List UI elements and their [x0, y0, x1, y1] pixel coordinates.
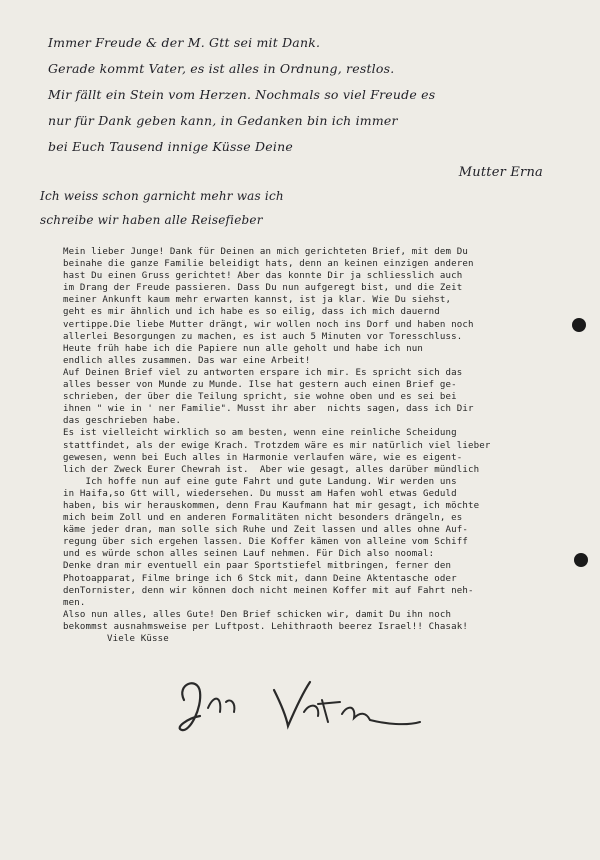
typed-line: schrieben, der über die Teilung spricht, sie wohne oben und es sei bei: [63, 392, 457, 403]
typed-line: das geschrieben habe.: [63, 416, 182, 427]
handwritten-line: Immer Freude & der M. Gtt sei mit Dank.: [48, 35, 321, 50]
typewritten-letter-body: [63, 246, 598, 645]
typed-line: endlich alles zusammen. Das war eine Arbeit!: [63, 355, 311, 366]
typed-line: lich der Zweck Eurer Chewrah ist. Aber wie gesagt, alles darüber mündlich: [63, 464, 480, 475]
typed-line: allerlei Besorgungen zu machen, es ist auch 5 Minuten vor Toresschluss.: [63, 331, 463, 342]
typed-line: Also nun alles, alles Gute! Den Brief schicken wir, damit Du ihn noch: [63, 609, 452, 620]
handwritten-line: nur für Dank geben kann, in Gedanken bin ich immer: [48, 113, 398, 128]
typed-line: und es würde schon alles seinen Lauf nehmen. Für Dich also noomal:: [63, 549, 435, 560]
typed-line: alles besser von Munde zu Munde. Ilse hat gestern auch einen Brief ge-: [63, 380, 457, 391]
handwritten-line: Mir fällt ein Stein vom Herzen. Nochmals so viel Freude es: [48, 87, 436, 102]
typed-line: haben, bis wir herauskommen, denn Frau Kaufmann hat mir gesagt, ich möchte: [63, 500, 480, 511]
punch-hole: [572, 318, 586, 332]
typed-line: men.: [63, 597, 86, 608]
typed-line: käme jeder dran, man solle sich Ruhe und Zeit lassen und alles ohne Auf-: [63, 525, 468, 536]
handwritten-note-middle: [40, 184, 560, 232]
typed-line: Mein lieber Junge! Dank für Deinen an mich gerichteten Brief, mit dem Du: [63, 247, 468, 257]
typed-closing: Viele Küsse: [107, 634, 169, 644]
typed-line: Ich hoffe nun auf eine gute Fahrt und gute Landung. Wir werden uns: [63, 476, 457, 487]
typed-line: Heute früh habe ich die Papiere nun alle geholt und habe ich nun: [63, 343, 423, 354]
typed-line: hast Du einen Gruss gerichtet! Aber das konnte Dir ja schliesslich auch: [63, 271, 463, 282]
typed-line: vertippe.Die liebe Mutter drängt, wir wollen noch ins Dorf und haben noch: [63, 319, 474, 330]
handwritten-line: bei Euch Tausend innige Küsse Deine: [48, 139, 293, 154]
punch-hole: [574, 553, 588, 567]
typed-line: mich beim Zoll und en anderen Formalitäten nicht besonders drängeln, es: [63, 513, 463, 524]
handwritten-line: Gerade kommt Vater, es ist alles in Ordnung, restlos.: [48, 61, 395, 76]
typed-line: denTornister, denn wir können doch nicht meinen Koffer mit auf Fahrt neh-: [63, 585, 474, 596]
handwritten-signature-mother: Mutter Erna: [458, 165, 543, 180]
typed-line: Auf Deinen Brief viel zu antworten erspare ich mir. Es spricht sich das: [63, 367, 463, 378]
handwritten-note-mother: [48, 30, 588, 186]
typed-line: in Haifa,so Gtt will, wiedersehen. Du musst am Hafen wohl etwas Geduld: [63, 488, 457, 499]
typed-line: Denke dran mir eventuell ein paar Sportstiefel mitbringen, ferner den: [63, 561, 452, 572]
typed-line: Photoapparat, Filme bringe ich 6 Stck mit, dann Deine Aktentasche oder: [63, 573, 457, 584]
handwritten-signature-father: [170, 672, 430, 742]
typed-line: gewesen, wenn bei Euch alles in Harmonie verlaufen wäre, wie es eigent-: [63, 452, 463, 463]
typed-line: im Drang der Freude passieren. Dass Du nun aufgeregt bist, und die Zeit: [63, 283, 463, 294]
typed-line: meiner Ankunft kaum mehr erwarten kannst, ist ja klar. Wie Du siehst,: [63, 295, 452, 306]
handwritten-line: schreibe wir haben alle Reisefieber: [40, 213, 263, 227]
typed-line: ihnen " wie in ' ner Familie". Musst ihr aber nichts sagen, dass ich Dir: [63, 404, 474, 415]
typed-line: bekommst ausnahmsweise per Luftpost. Lehithraoth beerez Israel!! Chasak!: [63, 621, 468, 632]
typed-line: stattfindet, als der ewige Krach. Trotzdem wäre es mir natürlich viel lieber: [63, 440, 491, 451]
typed-line: Es ist vielleicht wirklich so am besten, wenn eine reinliche Scheidung: [63, 428, 457, 439]
typed-line: regung über sich ergehen lassen. Die Koffer kämen von alleine vom Schiff: [63, 537, 468, 548]
typed-line: beinahe die ganze Familie beleidigt hats, denn an keinen einzigen anderen: [63, 259, 474, 270]
typed-line: geht es mir ähnlich und ich habe es so eilig, dass ich mich dauernd: [63, 307, 440, 318]
handwritten-line: Ich weiss schon garnicht mehr was ich: [40, 189, 284, 203]
